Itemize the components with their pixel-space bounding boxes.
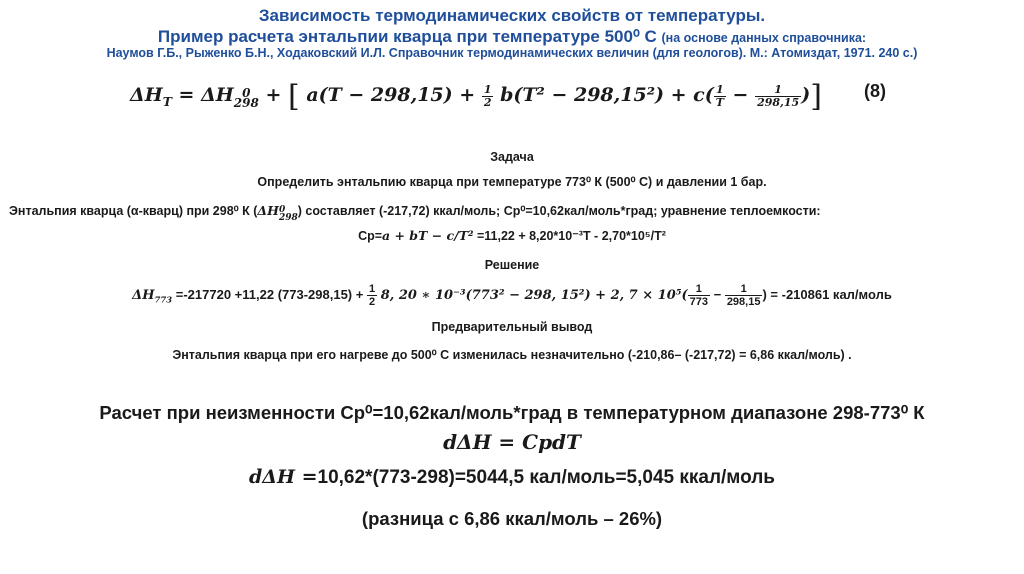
solution-fraction-298: $\frac{1}{298,15}$ — [726, 283, 761, 308]
differential-formula: dΔH = CpdT — [443, 430, 581, 454]
slide-title: Зависимость термодинамических свойств от температуры. — [258, 6, 766, 25]
solution-half: $\frac{1}{2}$ — [368, 283, 376, 308]
equation-number: (8) — [864, 81, 886, 101]
constant-cp-statement: Расчет при неизменности Сp⁰=10,62кал/моль*град в температурном диапазоне 298-773⁰ К — [99, 402, 925, 423]
reference-source: Наумов Г.Б., Рыженко Б.Н., Ходаковский И.Л. Справочник термодинамических величин (для геологов). М.: Атомиздат, 1971. 240 с.) — [106, 46, 918, 60]
constant-cp-calculation: dΔH =10,62*(773-298)=5044,5 кал/моль=5,045 ккал/моль — [249, 466, 775, 488]
solution-calculation: $\Delta H_{773} =-217720 +11,22$ (773-298,15) + $\frac{1}{2}$ 8, 20 ∗ 10⁻³(773² − 298, 15²) + 2, 7 × 10⁵( $\frac{1}{773}$ − $\frac{1}{298,15}$ ) = -210861 кал/моль — [132, 283, 892, 308]
fraction-1-over-t: $\frac{1}{T}$ — [715, 82, 724, 109]
solution-fraction-773: $\frac{1}{773}$ — [689, 283, 708, 308]
difference-note: (разница с 6,86 ккал/моль – 26%) — [361, 508, 663, 529]
task-statement: Определить энтальпию кварца при температуре 773⁰ К (500⁰ С) и давлении 1 бар. — [257, 175, 767, 189]
subtitle-note: (на основе данных справочника: — [661, 31, 867, 45]
fraction-1-over-298: $\frac{1}{298,15}$ — [757, 82, 800, 109]
formula-8 — [0, 73, 1024, 119]
formula-8-expression: $\Delta H_T = \Delta H$ 0 298 + [ a(T − 298,15) + $\frac{1}{2}$ b(T² − 298,15²) + c( $\frac{1}{T}$ − $\frac{1}{298,15}$ )] — [130, 79, 822, 114]
heat-capacity-equation: Сp=a + bT − c/T² =11,22 + 8,20*10⁻³T - 2,70*10⁵/T² — [358, 228, 666, 243]
slide-subtitle — [0, 27, 1024, 47]
half-fraction: $\frac{1}{2}$ — [483, 82, 492, 109]
subtitle-main: Пример расчета энтальпии кварца при температуре 500⁰ С — [157, 27, 657, 46]
task-given: Энтальпия кварца (α-кварц) при 298⁰ К (ΔH 0 298 ) составляет (-217,72) ккал/моль; Сp⁰=10,62кал/моль*град; уравнение теплоемкости: — [9, 203, 821, 223]
task-heading: Задача — [490, 150, 534, 164]
conclusion-text: Энтальпия кварца при его нагреве до 500⁰ С изменилась незначительно (-210,86– (-217,72) = 6,86 ккал/моль) . — [172, 348, 852, 362]
conclusion-heading: Предварительный вывод — [431, 320, 593, 334]
solution-heading: Решение — [484, 258, 540, 272]
